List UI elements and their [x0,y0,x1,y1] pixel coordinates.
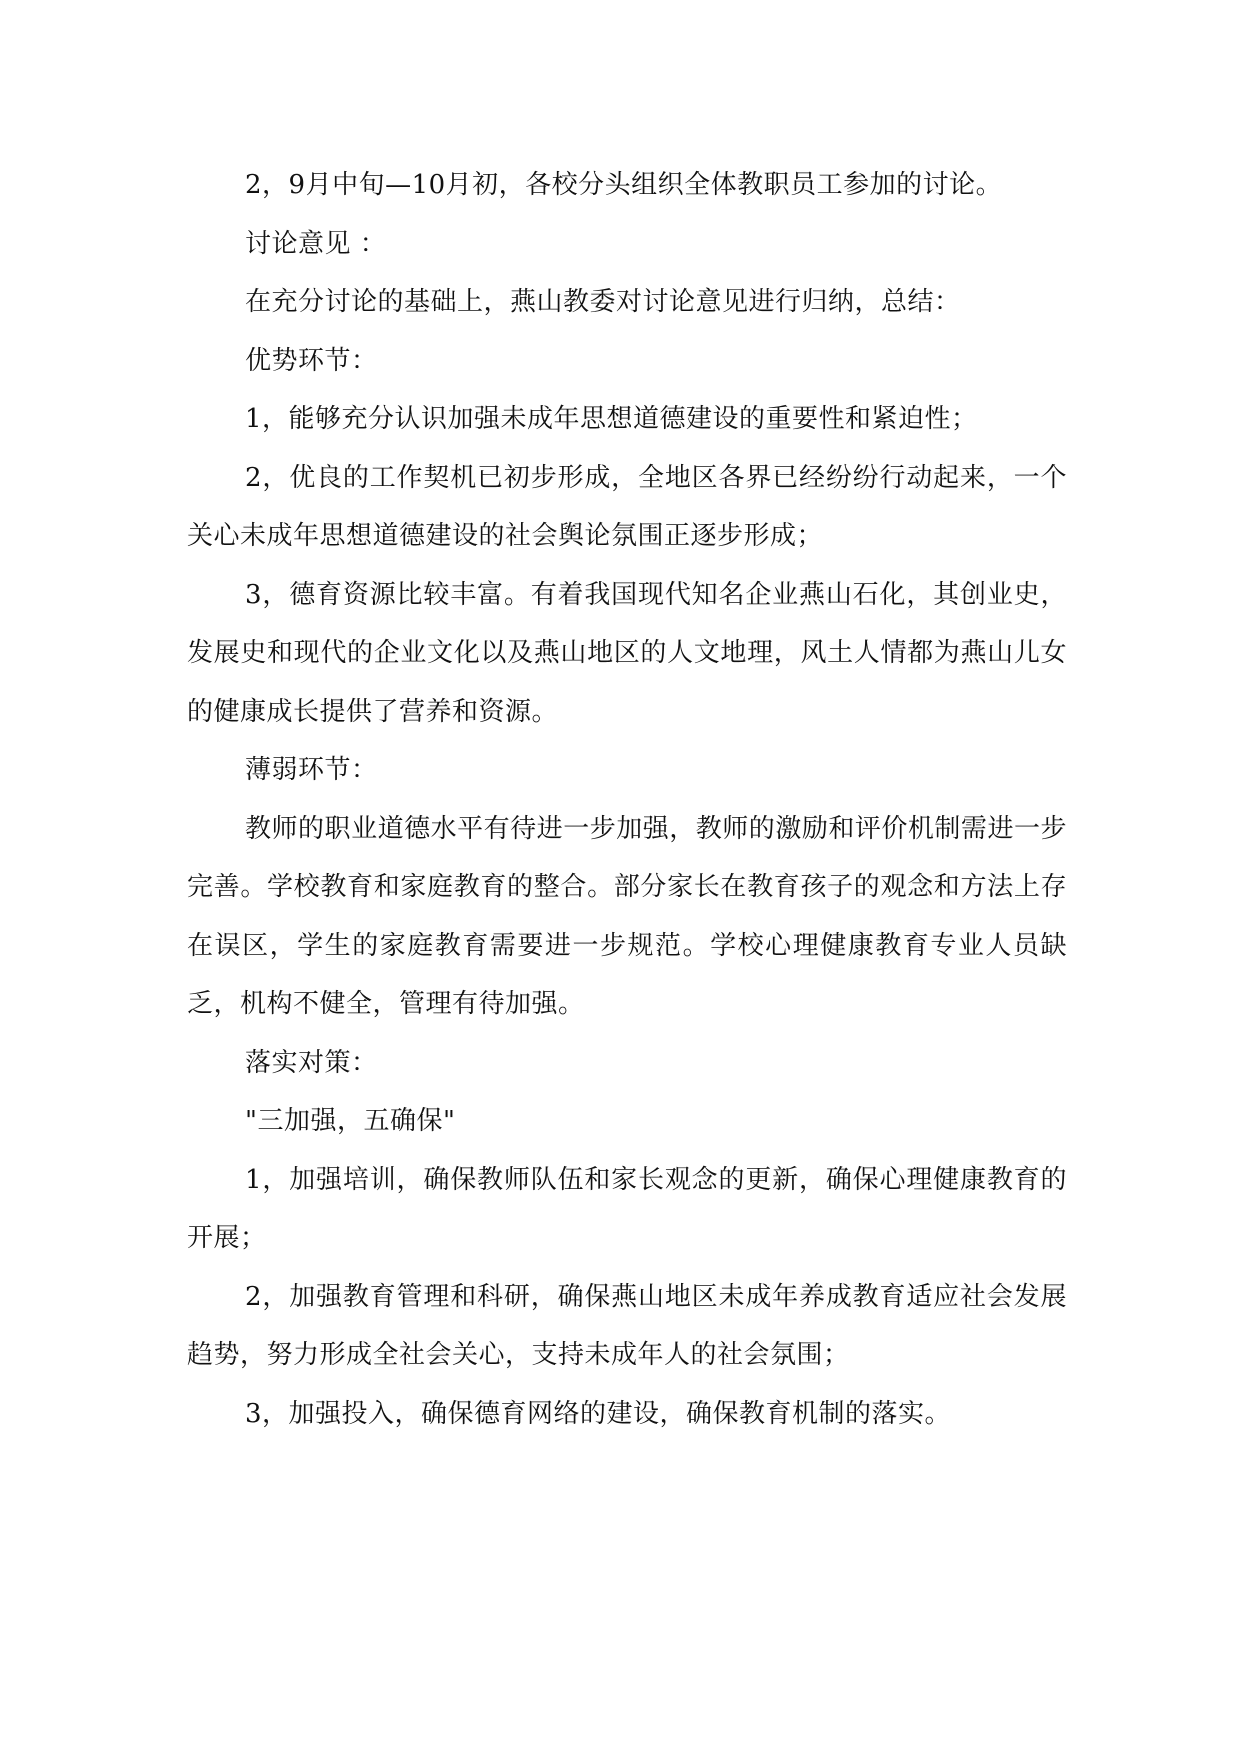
paragraph-summary-intro: 在充分讨论的基础上，燕山教委对讨论意见进行归纳，总结： [245,287,961,317]
paragraph-discussion-opinions-heading: 讨论意见 ： [245,228,387,259]
paragraph-strength-2: 2，优良的工作契机已初步形成，全地区各界已经纷纷行动起来，一个关心未成年思想道德建设的社会舆论氛围正逐步形成； [187,462,1067,551]
paragraph-weaknesses-heading: 薄弱环节： [245,755,378,785]
paragraph-discussion-schedule: 2，9月中旬—10月初，各校分头组织全体教职员工参加的讨论。 [245,170,1003,200]
paragraph-measure-2: 2，加强教育管理和科研，确保燕山地区未成年养成教育适应社会发展趋势，努力形成全社会关心，支持未成年人的社会氛围； [187,1281,1067,1370]
paragraph-strength-3: 3，德育资源比较丰富。有着我国现代知名企业燕山石化，其创业史，发展史和现代的企业文化以及燕山地区的人文地理，风土人情都为燕山儿女的健康成长提供了营养和资源。 [187,579,1067,727]
document-body [187,156,1067,1443]
paragraph-strength-1: 1，能够充分认识加强未成年思想道德建设的重要性和紧迫性； [245,404,978,434]
paragraph-strengths-heading: 优势环节： [245,345,378,376]
paragraph-countermeasures-heading: 落实对策： [245,1047,378,1078]
paragraph-slogan: "三加强，五确保" [245,1106,456,1136]
paragraph-weaknesses-body: 教师的职业道德水平有待进一步加强，教师的激励和评价机制需进一步完善。学校教育和家庭教育的整合。部分家长在教育孩子的观念和方法上存在误区，学生的家庭教育需要进一步规范。学校心理健康教育专业人员缺乏，机构不健全，管理有待加强。 [187,813,1067,1019]
paragraph-measure-3: 3，加强投入，确保德育网络的建设，确保教育机制的落实。 [245,1398,952,1429]
paragraph-measure-1: 1，加强培训，确保教师队伍和家长观念的更新，确保心理健康教育的开展； [187,1164,1067,1253]
